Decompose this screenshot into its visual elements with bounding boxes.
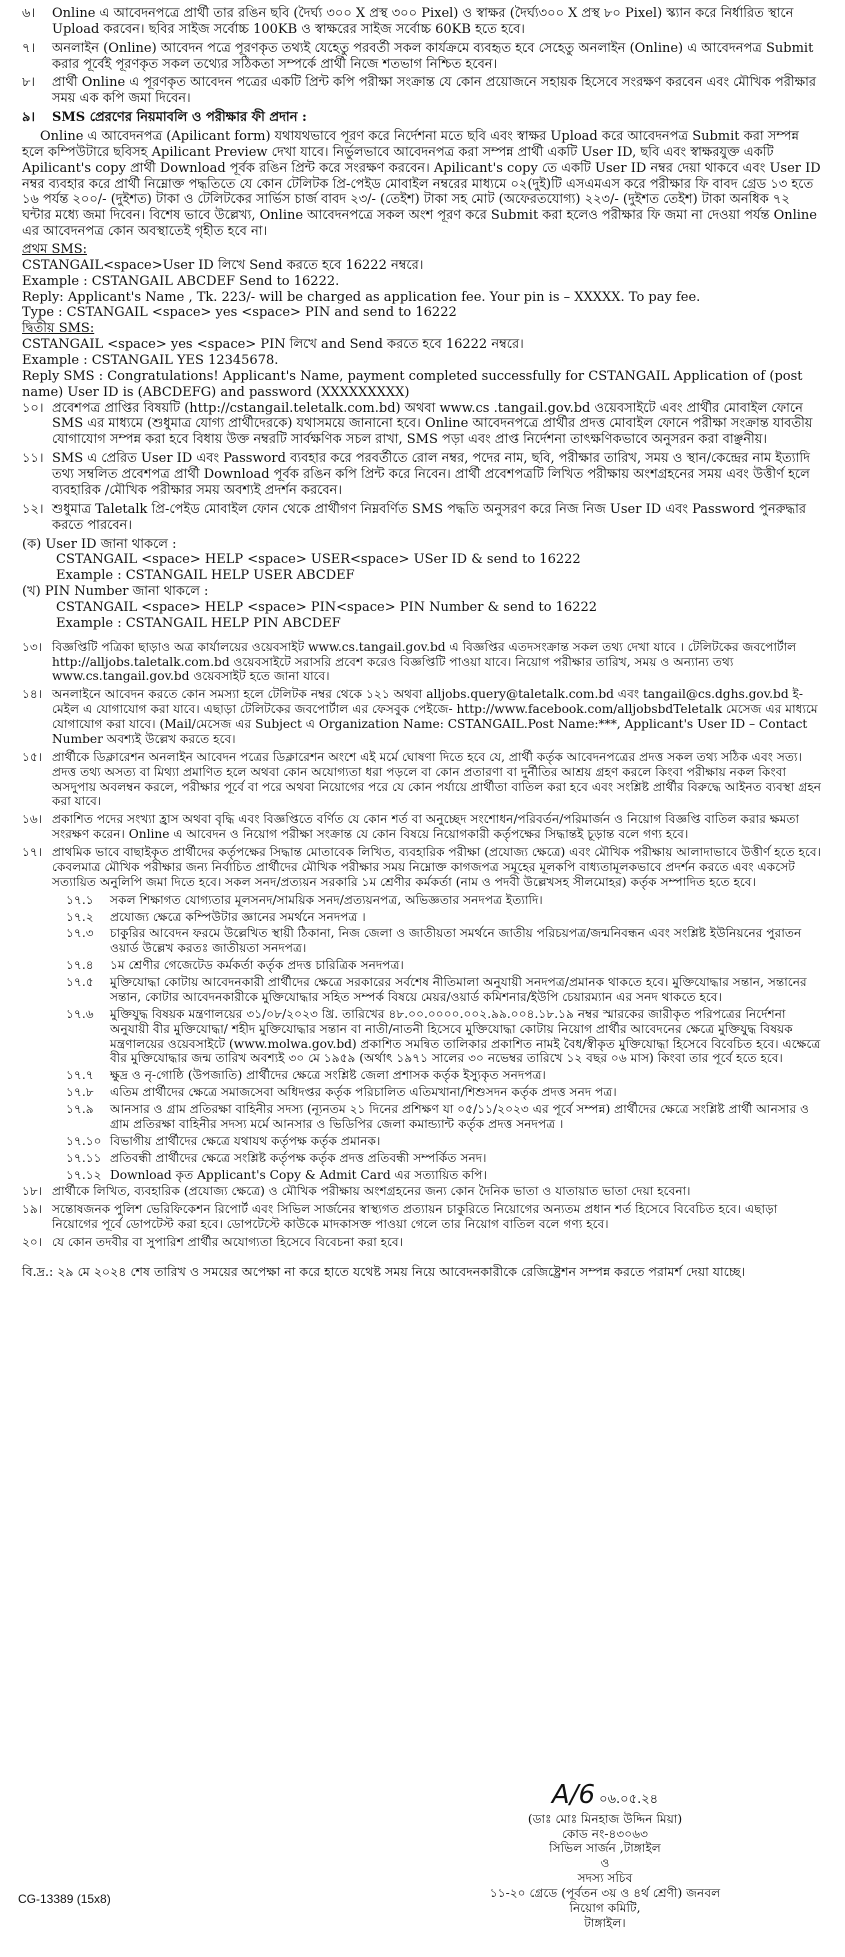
list-number: ১৭.৬ — [66, 1006, 94, 1021]
clause-number: ১৪। — [22, 687, 43, 702]
list-item — [22, 1151, 823, 1166]
clause-12 — [22, 502, 823, 534]
list-text: চাকুরির আবেদন ফরমে উল্লেখিত স্থায়ী ঠিকানা, নিজ জেলা ও জাতীয়তা সমর্থনে জাতীয় পরিচয়পত্র/জন্মনিবন্ধন এবং সংশ্লিষ্ট ইউনিয়নের পুরাতন ওয়ার্ড উল্লেখ করতঃ জাতীয়তা সনদপত্র। — [110, 926, 802, 956]
clause-text: বিজ্ঞপ্তিটি পত্রিকা ছাড়াও অত্র কার্যালয়ের ওয়েবসাইট www.cs.tangail.gov.bd এ বিজ্ঞপ্তির এতদসংক্রান্ত সকল তথ্য দেখা যাবে । টেলিটকের জবপোর্টাল http://alljobs.taletalk.com.bd ওয়েবসাইটে সরাসরি প্রবেশ করেও বিজ্ঞপ্তিটি পাওয়া যাবে। নিয়োগ পরীক্ষার তারিখ, সময় ও অন্যান্য তথ্য www.cs.tangail.gov.bd ওয়েবসাইট হতে জানা যাবে। — [52, 639, 797, 684]
list-item — [22, 910, 823, 925]
clause-text: Online এ আবেদনপত্রে প্রার্থী তার রঙিন ছবি (দৈর্ঘ্য ৩০০ X প্রস্থ ৩০০ Pixel) ও স্বাক্ষর (দৈর্ঘ্য৩০০ X প্রস্থ ৮০ Pixel) স্ক্যান করে নির্ধারিত স্থানে Upload করবেন। ছবির সাইজ সর্বোচ্চ 100KB ও স্বাক্ষরের সাইজ সর্বোচ্চ 60KB হতে হবে। — [52, 6, 794, 37]
clause-text: অনলাইনে আবেদন করতে কোন সমস্যা হলে টেলিটক নম্বর থেকে ১২১ অথবা alljobs.query@taletalk.com.bd এবং tangail@cs.dghs.gov.bd ই-মেইল এ যোগাযোগ করা যাবে। এছাড়া টেলিটকের জবপোর্টাল এর ফেসবুক পেইজে- http://www.facebook.com/alljobsbdTeletalk মেসেজ এর মাধ্যমে যোগাযোগ করা যাবে। (Mail/মেসেজ এর Subject এ Organization Name: CSTANGAIL.Post Name:***, Applicant's User ID – Contact Number অবশ্যই উল্লেখ করতে হবে। — [52, 687, 818, 746]
clause-text: যে কোন তদবীর বা সুপারিশ প্রার্থীর অযোগ্যতা হিসেবে বিবেচনা করা হবে। — [52, 1235, 404, 1250]
clause-text: প্রার্থী Online এ পূরণকৃত আবেদন পত্রের একটি প্রিন্ট কপি পরীক্ষা সংক্রান্ত যে কোন প্রয়োজনে সহায়ক হিসেবে সংরক্ষণ করবেন এবং মৌখিক পরীক্ষার সময় এক কপি জমা দিবেন। — [52, 75, 817, 107]
clause-number: ১৭। — [22, 845, 43, 860]
list-text: ১ম শ্রেণীর গেজেটেড কর্মকর্তা কর্তৃক প্রদত্ত চারিত্রিক সনদপত্র। — [110, 958, 404, 973]
list-text: বিভাগীয় প্রার্থীদের ক্ষেত্রে যথাযথ কর্তৃপক্ষ কর্তৃক প্রমানক। — [110, 1133, 381, 1148]
committee-name: ১১-২০ গ্রেডে (পূর্বতন ৩য় ও ৪র্থ শ্রেণী) জনবল নিয়োগ কমিটি, — [489, 1886, 721, 1915]
list-number: ১৭.৫ — [66, 975, 94, 990]
clause-11 — [22, 451, 823, 499]
clause-number: ২০। — [22, 1235, 43, 1250]
clause-15 — [22, 750, 823, 810]
pin-recovery-line: Example : CSTANGAIL HELP PIN ABCDEF — [56, 615, 341, 631]
clause-number: ৮। — [22, 75, 36, 91]
list-text: প্রতিবন্ধী প্রার্থীদের ক্ষেত্রে সংশ্লিষ্ট কর্তৃপক্ষ কর্তৃক প্রদত্ত প্রতিবন্ধী সম্পর্কিত সনদ। — [110, 1150, 487, 1165]
clause-number: ১৫। — [22, 749, 43, 764]
signatory-name: (ডাঃ মোঃ মিনহাজ উদ্দিন মিয়া) — [527, 1811, 683, 1826]
first-sms-line: CSTANGAIL<space>User ID লিখে Send করতে হবে 16222 নম্বরে। — [22, 257, 424, 273]
clause-number: ১৯। — [22, 1202, 43, 1217]
clause-10 — [22, 401, 823, 449]
list-number: ১৭.৭ — [66, 1068, 94, 1083]
clause-18 — [22, 1184, 823, 1199]
list-number: ১৭.৪ — [66, 958, 94, 973]
pin-recovery-label: (খ) PIN Number জানা থাকলে : — [22, 584, 209, 600]
user-id-recovery-line: Example : CSTANGAIL HELP USER ABCDEF — [56, 568, 355, 584]
first-sms-line: Type : CSTANGAIL <space> yes <space> PIN and send to 16222 — [22, 305, 457, 321]
list-item — [22, 975, 823, 1005]
list-text: ক্ষুদ্র ও নৃ-গোষ্ঠি (উপজাতি) প্রার্থীদের ক্ষেত্রে সংশ্লিষ্ট জেলা প্রশাসক কর্তৃক ইস্যুকৃত সনদপত্র। — [110, 1068, 546, 1083]
list-number: ১৭.১০ — [66, 1133, 102, 1148]
user-id-recovery-label: (ক) User ID জানা থাকলে : — [22, 536, 177, 552]
clause-7 — [22, 41, 823, 73]
first-sms-label: প্রথম SMS: — [22, 242, 87, 258]
list-item — [22, 1007, 823, 1067]
list-item — [22, 1102, 823, 1132]
document-list — [22, 893, 823, 1183]
list-item — [22, 1068, 823, 1083]
list-item — [22, 1085, 823, 1100]
signatory-code: কোড নং-৪৩০৬৩ — [561, 1826, 649, 1841]
clause-number: ১০। — [22, 400, 44, 416]
clause-number: ৭। — [22, 40, 36, 56]
pin-recovery-line: CSTANGAIL <space> HELP <space> PIN<space> PIN Number & send to 16222 — [56, 599, 598, 615]
second-sms-line: Example : CSTANGAIL YES 12345678. — [22, 353, 279, 369]
list-number: ১৭.৮ — [66, 1085, 94, 1100]
clause-text: প্রার্থীকে লিখিত, ব্যবহারিক (প্রযোজ্য ক্ষেত্রে) ও মৌখিক পরীক্ষায় অংশগ্রহনের জন্য কোন দৈনিক ভাতা ও যাতায়াত ভাতা দেয়া হবেনা। — [52, 1184, 691, 1199]
list-item — [22, 958, 823, 973]
clause-number: ১৮। — [22, 1184, 43, 1199]
clause-19 — [22, 1202, 823, 1232]
first-sms-line: Example : CSTANGAIL ABCDEF Send to 16222. — [22, 273, 340, 289]
list-text: আনসার ও গ্রাম প্রতিরক্ষা বাহিনীর সদস্য (ন্যূনতম ২১ দিনের প্রশিক্ষণ যা ০৫/১১/২০২৩ এর পূর্বে সম্পন্ন) প্রার্থীদের ক্ষেত্রে সংশ্লিষ্ট প্রার্থী আনসার ও গ্রাম প্রতিরক্ষা বাহিনীর সদস্য মর্মে আনসার ও ভিডিপির জেলা কমান্ড্যান্ট কর্তৃক প্রদত্ত সনদপত্র । — [110, 1102, 810, 1131]
clause-14 — [22, 687, 823, 747]
sms-instructions: Online এ আবেদনপত্র (Apilicant form) যথাযথভাবে পূরণ করে নির্দেশনা মতে ছবি এবং স্বাক্ষর Upload করে আবেদনপত্র Submit করা সম্পন্ন হলে কম্পিউটারে ছবিসহ Apilicant Preview দেখা যাবে। নির্ভুলভাবে আবেদনপত্র করা সম্পন্ন প্রার্থী একটি User ID, ছবি এবং স্বাক্ষরযুক্ত একটি Apilicant's copy প্রার্থী Download পূর্বক রঙিন প্রিন্ট করে সংরক্ষণ করবেন। Apilicant's copy তে একটি User ID নম্বর দেয়া থাকবে এবং User ID নম্বর ব্যবহার করে প্রার্থী নিম্নোক্ত পদ্ধতিতে যে কোন টেলিটক প্রি-পেইড মোবাইল নম্বরের মাধ্যমে ০২(দুই)টি এসএমএস করে পরীক্ষার ফি বাবদ গ্রেড ১৩ হতে ১৬ পর্যন্ত ২০০/- (দুইশত) টাকা ও টেলিটকের সার্ভিস চার্জ বাবদ ২৩/- (তেইশ) টাকা সহ মোট (অফেরতযোগ্য) ২২৩/- (দুইশত তেইশ) টাকা অনধিক ৭২ ঘন্টার মধ্যে জমা দিবেন। বিশেষ ভাবে উল্লেখ্য, Online আবেদনপত্রে সকল অংশ পূরণ করে Submit করা হলেও পরীক্ষার ফি জমা না দেওয়া পর্যন্ত Online এর আবেদনপত্র কোন অবস্থাতেই গৃহীত হবে না। — [22, 129, 821, 240]
signatory-and: ও — [600, 1856, 610, 1871]
first-sms-line: Reply: Applicant's Name , Tk. 223/- will be charged as application fee. Your pin is – XXXXX. To pay fee. — [22, 289, 701, 305]
clause-13 — [22, 640, 823, 685]
clause-8 — [22, 75, 823, 107]
list-number: ১৭.৯ — [66, 1102, 94, 1117]
clause-title: SMS প্রেরণের নিয়মাবলি ও পরীক্ষার ফী প্রদান : — [52, 110, 307, 126]
list-text: Download কৃত Applicant's Copy & Admit Card এর সত্যায়িত কপি। — [110, 1167, 487, 1182]
second-sms-label: দ্বিতীয় SMS: — [22, 321, 95, 337]
list-text: সকল শিক্ষাগত যোগ্যতার মূলসনদ/সাময়িক সনদ/প্রত্যয়নপত্র, অভিজ্ঞতার সনদপত্র ইত্যাদি। — [110, 892, 543, 907]
list-item — [22, 893, 823, 908]
clause-17 — [22, 845, 823, 890]
second-sms-line: Reply SMS : Congratulations! Applicant's Name, payment completed successfully for CSTANGAIL Application of (post name) User ID is (ABCDEFG) and password (XXXXXXXXX) — [22, 368, 803, 400]
list-number: ১৭.৩ — [66, 926, 94, 941]
list-number: ১৭.১২ — [66, 1167, 102, 1182]
clause-text: অনলাইন (Online) আবেদন পত্রে পূরণকৃত তথ্যই যেহেতু পরবর্তী সকল কার্যক্রমে ব্যবহৃত হবে সেহেতু অনলাইন (Online) এ আবেদনপত্র Submit করার পূর্বেই পূরণকৃত সকল তথ্যের সঠিকতা সম্পর্কে প্রার্থী নিজে শতভাগ নিশ্চিত হবেন। — [52, 40, 814, 72]
clause-number: ১৬। — [22, 812, 43, 827]
clause-text: সন্তোষজনক পুলিশ ভেরিফিকেশন রিপোর্ট এবং সিভিল সার্জনের স্বাস্থ্যগত প্রত্যায়ন চাকুরিতে নিয়োগের অন্যতম প্রধান শর্ত হিসেবে বিবেচিত হবে। এছাড়া নিয়োগের পূর্বে ডোপটেস্ট করা হবে। ডোপটেস্টে কাউকে মাদকাসক্ত পাওয়া গেলে তার নিয়োগ বাতিল বলে গণ্য হবে। — [52, 1202, 778, 1232]
signature — [475, 1780, 735, 1812]
footnote: বি.দ্র.: ২৯ মে ২০২৪ শেষ তারিখ ও সময়ের অপেক্ষা না করে হাতে যথেষ্ট সময় নিয়ে আবেদনকারীকে রেজিষ্ট্রেশন সম্পন্ন করতে পরামর্শ দেয়া যাচ্ছে। — [22, 1263, 746, 1279]
clause-16 — [22, 812, 823, 842]
signature-date: ০৬.০৫.২৪ — [599, 1792, 659, 1807]
list-text: এতিম প্রার্থীদের ক্ষেত্রে সমাজসেবা অধিদপ্তর কর্তৃক পরিচালিত এতিমখানা/শিশুসদন কর্তৃক প্রদত্ত সনদ পত্র। — [110, 1085, 617, 1100]
signature-mark: A/6 — [551, 1780, 595, 1810]
list-number: ১৭.২ — [66, 909, 94, 924]
list-item — [22, 926, 823, 956]
user-id-recovery-line: CSTANGAIL <space> HELP <space> USER<space> USer ID & send to 16222 — [56, 552, 581, 568]
list-item — [22, 1168, 823, 1183]
signatory-title-2: সদস্য সচিব — [577, 1871, 633, 1886]
clause-9 — [22, 110, 823, 126]
clause-number: ৬। — [22, 6, 36, 21]
list-text: প্রযোজ্য ক্ষেত্রে কম্পিউটার জ্ঞানের সমর্থনে সনদপত্র । — [110, 909, 366, 924]
list-text: মুক্তিযুদ্ধ বিষয়ক মন্ত্রণালয়ের ৩১/০৮/২০২৩ খ্রি. তারিখের ৪৮.০০.০০০০.০০২.৯৯.০০৪.১৮.১৯ নম্বর স্মারকের জারীকৃত পরিপত্রের নির্দেশনা অনুযায়ী বীর মুক্তিযোদ্ধা/ শহীদ মুক্তিযোদ্ধার সন্তান বা নাতী/নাতনী হিসেবে মুক্তিযোদ্ধা কোটায় নিয়োগ প্রার্থীর আবেদনের ক্ষেত্রে মুক্তিযুদ্ধ বিষয়ক মন্ত্রণালয়ের ওয়েবসাইটে (www.molwa.gov.bd) প্রকাশিত সমন্বিত তালিকার প্রকাশিত নামই বৈধ/স্বীকৃত মুক্তিযোদ্ধা হিসেবে বিবেচিত হবে। এক্ষেত্রে বীর মুক্তিযোদ্ধার জন্ম তারিখ অবশ্যই ৩০ মে ১৯৫৯ (অর্থাৎ ১৯৭১ সালের ৩০ নভেম্বর তারিখে ১২ বছর ০৬ মাস) কিংবা তার পূর্বে হতে হবে। — [110, 1006, 821, 1066]
list-number: ১৭.১১ — [66, 1150, 102, 1165]
signatory-title: সিভিল সার্জন ,টাঙ্গাইল — [549, 1841, 661, 1856]
clause-text: প্রাথমিক ভাবে বাছাইকৃত প্রার্থীদের কর্তৃপক্ষের সিদ্ধান্ত মোতাবেক লিখিত, ব্যবহারিক পরীক্ষা (প্রযোজ্য ক্ষেত্রে) এবং মৌখিক পরীক্ষায় আলাদাভাবে উত্তীর্ণ হতে হবে। কেবলমাত্র মৌখিক পরীক্ষার জন্য নির্বাচিত প্রার্থীদের মৌখিক পরীক্ষার সময় নিম্নোক্ত কাগজপত্র সমূহের মূলকপি বাধ্যতামূলকভাবে প্রদর্শন করতে এবং একসেট সত্যায়িত অনুলিপি জমা দিতে হবে। সকল সনদ/প্রত্যয়ন সরকারি ১ম শ্রেণীর কর্মকর্তা (নাম ও পদবী উল্লেখসহ সীলমোহর) কর্তৃক সম্পাদিত হতে হবে। — [52, 845, 822, 889]
list-number: ১৭.১ — [66, 892, 94, 907]
clause-number: ১১। — [22, 451, 44, 467]
cg-code: CG-13389 (15x8) — [18, 1892, 111, 1906]
clause-20 — [22, 1235, 823, 1250]
clause-text: প্রবেশপত্র প্রাপ্তির বিষয়টি (http://cstangail.teletalk.com.bd) অথবা www.cs .tangail.gov.bd ওয়েবসাইটে এবং প্রার্থীর মোবাইল ফোনে SMS এর মাধ্যমে (শুধুমাত্র যোগ্য প্রার্থীদেরকে) যথাসময়ে জানানো হবে। Online আবেদনপত্রে প্রার্থীর প্রদত্ত মোবাইল ফোনে পরীক্ষা সংক্রান্ত যাবতীয় যোগাযোগ সম্পন্ন করা হবে বিধায় উক্ত নম্বরটি সার্বক্ষণিক সচল রাখা, SMS পড়া এবং প্রাপ্ত নির্দেশনা তাৎক্ষণিকভাবে অনুসরন করা বাঞ্ছনীয়। — [52, 400, 813, 448]
clause-6 — [22, 6, 823, 38]
committee-place: টাঙ্গাইল। — [584, 1915, 626, 1930]
clause-text: প্রকাশিত পদের সংখ্যা হ্রাস অথবা বৃদ্ধি এবং বিজ্ঞপ্তিতে বর্ণিত যে কোন শর্ত বা অনুচ্ছেদ সংশোধন/পরিবর্তন/পরিমার্জন ও নিয়োগ বিজ্ঞপ্তি বাতিল করার ক্ষমতা সংরক্ষণ করেন। Online এ আবেদন ও নিয়োগ পরীক্ষা সংক্রান্ত যে কোন বিষয়ে নিয়োগকারী কর্তৃপক্ষের সিদ্ধান্তই চূড়ান্ত বলে গণ্য হবে। — [52, 812, 800, 842]
clause-number: ৯। — [22, 110, 36, 126]
clause-text: শুধুমাত্র Taletalk প্রি-পেইড মোবাইল ফোন থেকে প্রার্থীগণ নিম্নবর্ণিত SMS পদ্ধতি অনুসরণ করে নিজ নিজ User ID এবং Password পুনরুদ্ধার করতে পারবেন। — [52, 501, 807, 533]
signature-block — [475, 1780, 735, 1931]
list-item — [22, 1134, 823, 1149]
clause-number: ১২। — [22, 501, 44, 517]
clause-text: প্রার্থীকে ডিক্লারেশন অনলাইন আবেদন পত্রের ডিক্লারেশন অংশে এই মর্মে ঘোষণা দিতে হবে যে, প্রার্থী কর্তৃক আবেদনপত্রের প্রদত্ত সকল তথ্য সঠিক এবং সত্য। প্রদত্ত তথ্য অসত্য বা মিথ্যা প্রমাণিত হলে অথবা কোন অযোগ্যতা ধরা পড়লে বা কোন প্রতারণা বা দুর্নীতির আশ্রয় গ্রহণ করলে কিংবা পরীক্ষায় নকল কিংবা অসদুপায় অবলম্বন করলে, পরীক্ষার পূর্বে বা পরে অথবা নিয়োগের পরে যে কোন পর্যায়ে প্রার্থীতা বাতিল করা হবে এবং সংশ্লিষ্ট প্রার্থীর বিরুদ্ধে আইনত ব্যবস্থা গ্রহন করা যাবে। — [52, 749, 822, 809]
second-sms-line: CSTANGAIL <space> yes <space> PIN লিখে and Send করতে হবে 16222 নম্বরে। — [22, 337, 524, 353]
clause-number: ১৩। — [22, 639, 43, 654]
list-text: মুক্তিযোদ্ধা কোটায় আবেদনকারী প্রার্থীদের ক্ষেত্রে সরকারের সর্বশেষ নীতিমালা অনুযায়ী সনদপত্র/প্রমানক থাকতে হবে। মুক্তিযোদ্ধার সন্তান, সন্তানের সন্তান, কোটার আবেদনকারীকে মুক্তিযোদ্ধার সহিত সম্পর্ক বিষয়ে মেয়র/ওয়ার্ড কমিশনার/ইউপি চেয়ারম্যান এর সনদ থাকতে হবে। — [110, 975, 807, 1004]
clause-text: SMS এ প্রেরিত User ID এবং Password ব্যবহার করে পরবর্তীতে রোল নম্বর, পদের নাম, ছবি, পরীক্ষার তারিখ, সময় ও স্থান/কেন্দ্রের নাম ইত্যাদি তথ্য সম্বলিত প্রবেশপত্র প্রার্থী Download পূর্বক রঙিন কপি প্রিন্ট করে নিবেন। প্রার্থী প্রবেশপত্রটি লিখিত পরীক্ষায় অংশগ্রহনের সময় এবং উত্তীর্ণ হলে ব্যবহারিক /মৌখিক পরীক্ষার সময় অবশ্যই প্রদর্শন করবেন। — [52, 451, 810, 498]
